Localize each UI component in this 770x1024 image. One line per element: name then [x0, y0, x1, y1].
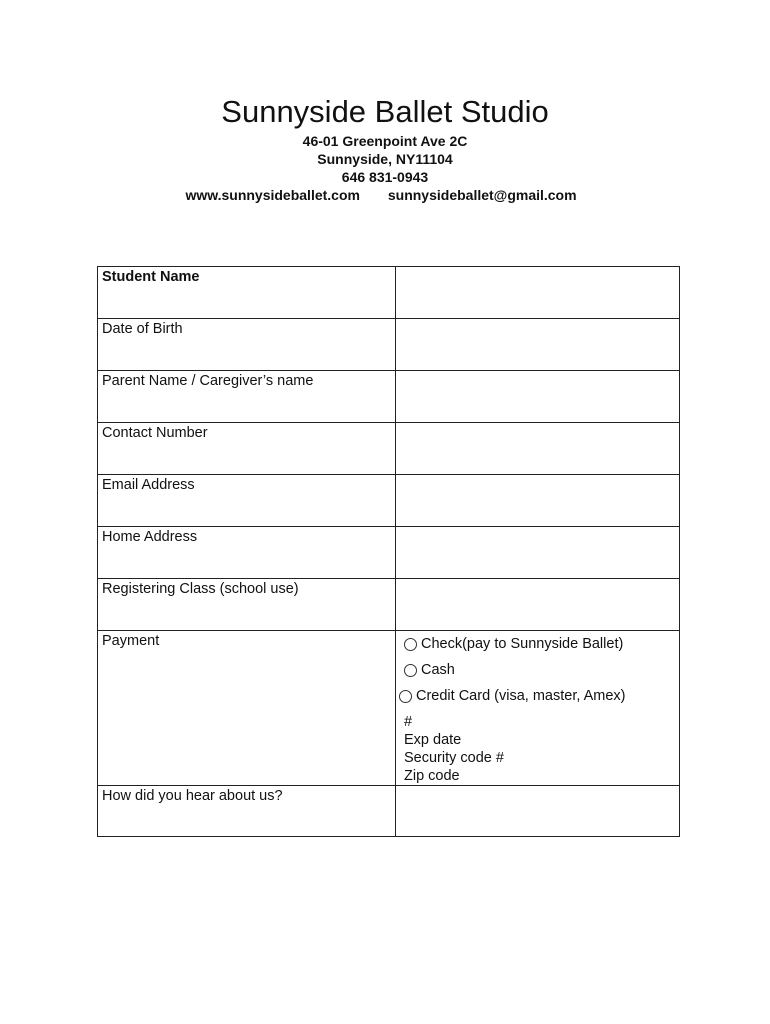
payment-option-check[interactable] — [396, 631, 679, 657]
form-row-email — [98, 475, 680, 527]
parent-name-label: Parent Name / Caregiver’s name — [98, 371, 396, 423]
email-address-field[interactable] — [396, 475, 680, 527]
website-link[interactable]: www.sunnysideballet.com — [185, 187, 360, 203]
address-line-1: 46-01 Greenpoint Ave 2C — [302, 133, 468, 149]
email-address-label: Email Address — [98, 475, 396, 527]
payment-option-cash[interactable] — [396, 657, 679, 683]
parent-name-field[interactable] — [396, 371, 680, 423]
home-address-field[interactable] — [396, 527, 680, 579]
letterhead — [0, 92, 770, 204]
exp-date-field[interactable]: Exp date — [404, 732, 462, 748]
registering-class-field[interactable] — [396, 579, 680, 631]
card-details — [396, 713, 679, 785]
studio-title: Sunnyside Ballet Studio — [221, 94, 549, 129]
card-number-field[interactable]: # — [404, 714, 413, 730]
home-address-label: Home Address — [98, 527, 396, 579]
payment-label: Payment — [98, 631, 396, 786]
form-row-home — [98, 527, 680, 579]
student-name-label: Student Name — [98, 267, 396, 319]
dob-field[interactable] — [396, 319, 680, 371]
form-row-student-name — [98, 267, 680, 319]
payment-options-cell — [396, 631, 680, 786]
security-code-field[interactable]: Security code # — [404, 750, 504, 766]
payment-option-credit-card[interactable] — [396, 683, 679, 709]
registering-class-label: Registering Class (school use) — [98, 579, 396, 631]
registration-form-table — [97, 266, 680, 837]
form-row-payment — [98, 631, 680, 786]
dob-label: Date of Birth — [98, 319, 396, 371]
form-row-dob — [98, 319, 680, 371]
payment-option-cash-label: Cash — [421, 662, 455, 678]
contact-row — [0, 186, 770, 204]
form-row-contact — [98, 423, 680, 475]
contact-number-field[interactable] — [396, 423, 680, 475]
zip-code-field[interactable]: Zip code — [404, 768, 460, 784]
address-line-2: Sunnyside, NY11104 — [317, 151, 453, 167]
form-row-class — [98, 579, 680, 631]
payment-option-credit-card-label: Credit Card (visa, master, Amex) — [416, 688, 626, 704]
referral-label: How did you hear about us? — [98, 786, 396, 837]
form-row-referral — [98, 786, 680, 837]
radio-circle-icon[interactable] — [404, 664, 417, 677]
phone-number: 646 831-0943 — [341, 169, 429, 185]
email-link[interactable]: sunnysideballet@gmail.com — [387, 187, 577, 203]
radio-circle-icon[interactable] — [404, 638, 417, 651]
form-row-parent — [98, 371, 680, 423]
radio-circle-icon[interactable] — [399, 690, 412, 703]
referral-field[interactable] — [396, 786, 680, 837]
student-name-field[interactable] — [396, 267, 680, 319]
payment-option-check-label: Check(pay to Sunnyside Ballet) — [421, 636, 624, 652]
contact-number-label: Contact Number — [98, 423, 396, 475]
